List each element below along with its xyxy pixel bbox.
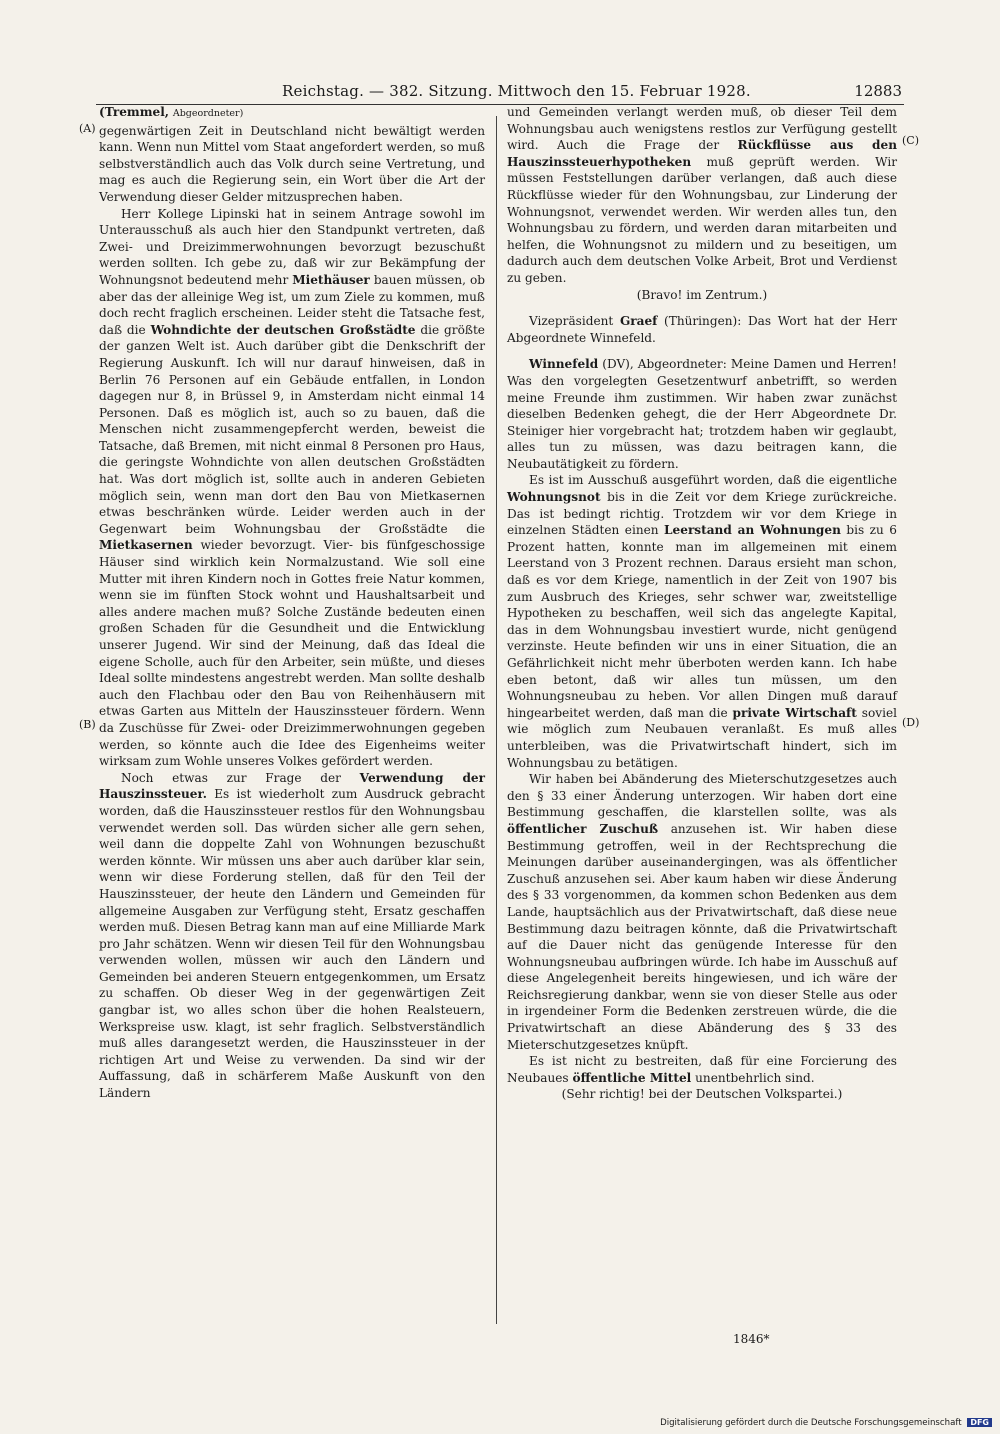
margin-marker-c: (C) <box>902 134 919 147</box>
text-run: (Thüringen): Das Wort hat der Herr Abgeordnete Winnefeld. <box>507 314 897 345</box>
right-column <box>507 104 897 1103</box>
speech-opening <box>507 356 897 472</box>
dfg-logo: DFG <box>967 1418 992 1427</box>
footer-text: Digitalisierung gefördert durch die Deutsche Forschungsgemeinschaft <box>660 1418 962 1428</box>
text-run: die größte der ganzen Welt ist. Auch darüber gibt die Denkschrift der Regierung Auskunft. Ich will nur darauf hinweisen, daß in Berlin 76 Personen auf ein Gebäude entfallen, in London dagegen nur 8, in Brüssel 9, in Amsterdam nicht einmal 14 Personen. Daß es möglich ist, auch so zu bauen, daß die Menschen nicht zusammengepfercht werden, beweist die Tatsache, daß Bremen, mit nicht einmal 8 Personen pro Haus, die geringste Wohndichte von allen deutschen Großstädten hat. Was dort möglich ist, sollte auch in anderen Gebieten möglich sein, wenn man dort den Bau von Mietkasernen etwas beschränken würde. Leider werden auch in der Gegenwart beim Wohnungsbau der Großstädte die <box>99 322 485 536</box>
sheet-signature: 1846* <box>733 1332 770 1346</box>
text-run: muß geprüft werden. Wir müssen Feststellungen darüber verlangen, daß auch diese Rückflüsse wieder für den Wohnungsbau, zur Linderung der Wohnungsnot, verwendet werden. Wir werden alles tun, den Wohnungsbau zu fördern, und werden daran mitarbeiten und helfen, die Wohnungsnot zu mildern und zu beseitigen, um dadurch auch dem deutschen Volke Arbeit, Brot und Verdienst zu geben. <box>507 154 897 285</box>
text-run: (DV), Abgeordneter: Meine Damen und Herren! Was den vorgelegten Gesetzentwurf anbetrifft, so werden meine Freunde ihm zustimmen. Wir haben zwar zunächst dieselben Bedenken gehegt, die der Herr Abgeordnete Dr. Steiniger hier vorgebracht hat; trotzdem haben wir geglaubt, alles tun zu müssen, was dazu beitragen kann, die Neubautätigkeit zu fördern. <box>507 357 897 471</box>
text-run: Wir haben bei Abänderung des Mieterschutzgesetzes auch den § 33 einer Änderung unterzogen. Wir haben dort eine Bestimmung geschaffen, die klarstellen sollte, was als <box>507 772 897 820</box>
left-column <box>99 104 485 1102</box>
text-run: Noch etwas zur Frage der <box>121 770 341 785</box>
emphasis: öffentliche Mittel <box>572 1070 692 1085</box>
paragraph <box>507 771 897 1053</box>
column-divider <box>496 116 497 1324</box>
chair-announcement <box>507 313 897 346</box>
paragraph <box>99 206 485 770</box>
paragraph: gegenwärtigen Zeit in Deutschland nicht bewältigt werden kann. Wenn nun Mittel vom Staat angefordert werden, so muß selbstverständlich auch das Volk durch seine Vertretung, und mag es auch die Regierung sein, ein Wort über die Art der Verwendung dieser Gelder mitzusprechen haben. <box>99 123 485 204</box>
page-header <box>96 82 904 105</box>
speaker-role: Abgeordneter) <box>172 108 244 119</box>
speaker-name: Graef <box>619 314 658 329</box>
emphasis: Wohndichte der deutschen Großstädte <box>150 322 416 337</box>
continued-speaker-line <box>99 104 485 123</box>
paragraph <box>507 104 897 287</box>
text-run: und Gemeinden verlangt werden muß, ob dieser Teil dem Wohnungsbau auch wenigstens restlos zur Verfügung gestellt wird. Auch die Frage der <box>507 105 897 153</box>
text-run: soviel wie möglich zum Neubauen veranlaßt. Es muß alles unterbleiben, was die Privatwirtschaft hindert, sich im Wohnungsbau zu betätigen. <box>507 705 897 770</box>
text-run: bis in die Zeit vor dem Kriege zurückreiche. Das ist bedingt richtig. Trotzdem wir vor dem Kriege in einzelnen Städten einen <box>507 490 897 538</box>
emphasis: Rückflüsse aus den Hauszinssteuerhypotheken <box>507 138 897 169</box>
text-run: bis zu 6 Prozent hatten, konnte man im allgemeinen mit einem Leerstand von 3 Prozent rechnen. Daraus ersieht man schon, daß es vor dem Kriege, namentlich in der Zeit von 1907 bis zum Ausbruch des Krieges, sehr schwer war, zweitstellige Hypotheken zu beschaffen, weil sich das angelegte Kapital, das in dem Wohnungsbau investiert wurde, nicht genügend verzinste. Heute befinden wir uns in einer Situation, die an Gefährlichkeit nicht mehr überboten werden kann. Ich habe eben betont, daß wir alles tun müssen, um den Wohnungsneubau zu heben. Vor allen Dingen muß darauf hingearbeitet werden, daß man die <box>507 523 897 720</box>
margin-marker-b: (B) <box>79 718 96 731</box>
text-run: Vizepräsident <box>529 314 614 329</box>
text-run: unentbehrlich sind. <box>695 1070 815 1085</box>
emphasis: Verwendung der Hauszinssteuer. <box>99 770 486 802</box>
speaker-name: Winnefeld <box>529 357 599 372</box>
text-run: bauen müssen, ob aber das der alleinige Weg ist, um zum Ziele zu kommen, muß doch recht fraglich erscheinen. Leider steht die Tatsache fest, daß die <box>99 272 485 337</box>
paragraph <box>507 472 897 771</box>
emphasis: Mietkasernen <box>99 538 193 553</box>
interjection: (Bravo! im Zentrum.) <box>636 287 768 302</box>
emphasis: private Wirtschaft <box>732 705 857 720</box>
paragraph <box>99 770 485 1102</box>
text-run: Es ist wiederholt zum Ausdruck gebracht worden, daß die Hauszinssteuer restlos für den Wohnungsbau verwendet werden soll. Das würden sicher alle gern sehen, weil dann die doppelte Zahl von Wohnungen bezuschußt werden könnte. Wir müssen uns aber auch darüber klar sein, wenn wir diese Forderung stellen, daß für den Teil der Hauszinssteuer, der heute den Ländern und Gemeinden für allgemeine Ausgaben zur Verfügung steht, Ersatz geschaffen werden muß. Diesen Betrag kann man auf eine Milliarde Mark pro Jahr schätzen. Wenn wir diesen Teil für den Wohnungsbau verwenden wollen, müssen wir auch den Ländern und Gemeinden bei anderen Steuern entgegenkommen, um Ersatz zu schaffen. Ob dieser Weg in der gegenwärtigen Zeit gangbar ist, wo alles schon über die hohen Realsteuern, Werkspreise usw. klagt, ist sehr fraglich. Selbstverständlich muß alles darangesetzt werden, die Hauszinssteuer in der richtigen Art und Weise zu verwenden. Da sind wir der Auffassung, daß in schärferem Maße Auskunft von den Ländern <box>99 787 485 1101</box>
margin-marker-d: (D) <box>902 716 920 729</box>
page-number: 12883 <box>854 82 902 100</box>
text-run: anzusehen ist. Wir haben diese Bestimmung getroffen, weil in der Rechtsprechung die Meinungen darüber auseinandergingen, was als öffentlicher Zuschuß anzusehen sei. Aber kaum haben wir diese Änderung des § 33 vorgenommen, da kommen schon Bedenken aus dem Lande, hauptsächlich aus der Privatwirtschaft, daß diese neue Bestimmung dazu beitragen könnte, daß die Privatwirtschaft auf die Dauer nicht das genügende Interesse für den Wohnungsneubau aufbringen würde. Ich habe im Ausschuß auf diese Angelegenheit bereits hingewiesen, und ich wäre der Reichsregierung dankbar, wenn sie von dieser Stelle aus oder in irgendeiner Form die Bedenken zerstreuen würde, die die Privatwirtschaft an diese Abänderung des § 33 des Mieterschutzgesetzes knüpft. <box>507 821 897 1052</box>
emphasis: Leerstand an Wohnungen <box>664 523 841 538</box>
paragraph <box>507 1053 897 1086</box>
header-title: Reichstag. — 382. Sitzung. Mittwoch den 15. Februar 1928. <box>282 82 751 100</box>
text-run: Es ist nicht zu bestreiten, daß für eine Forcierung des Neubaues <box>507 1054 897 1085</box>
interjection: (Sehr richtig! bei der Deutschen Volkspartei.) <box>561 1087 843 1102</box>
margin-marker-a: (A) <box>79 122 96 135</box>
digitization-footer <box>660 1418 992 1428</box>
text-run: wieder bevorzugt. Vier- bis fünfgeschossige Häuser sind wirklich kein Normalzustand. Wie soll eine Mutter mit ihren Kindern noch in Gottes freie Natur kommen, wenn sie im fünften Stock wohnt und Haushaltsarbeit und alles andere machen muß? Solche Zustände bedeuten einen großen Schaden für die Gesundheit und die Entwicklung unserer Jugend. Wir sind der Meinung, daß das Ideal die eigene Scholle, auch für den Arbeiter, sein müßte, und dieses Ideal sollte mindestens angestrebt werden. Man sollte deshalb auch den Flachbau oder den Bau von Reihenhäusern mit etwas Garten aus Mitteln der Hauszinssteuer fördern. Wenn da Zuschüsse für Zwei- oder Dreizimmerwohnungen gegeben werden, so könnte auch die Idee des Eigenheims weiter wirksam zum Wohle unseres Volkes gefördert werden. <box>99 538 485 769</box>
text-run: Herr Kollege Lipinski hat in seinem Antrage sowohl im Unterausschuß als auch hier den Standpunkt vertreten, daß Zwei- und Dreizimmerwohnungen bevorzugt bezuschußt werden sollten. Ich gebe zu, daß wir zur Bekämpfung der Wohnungsnot bedeutend mehr <box>99 206 485 287</box>
speaker-name: (Tremmel, <box>99 105 169 119</box>
emphasis: öffentlicher Zuschuß <box>507 821 659 836</box>
emphasis: Miethäuser <box>292 272 370 287</box>
emphasis: Wohnungsnot <box>507 490 601 505</box>
text-run: Es ist im Ausschuß ausgeführt worden, daß die eigentliche <box>529 473 897 488</box>
